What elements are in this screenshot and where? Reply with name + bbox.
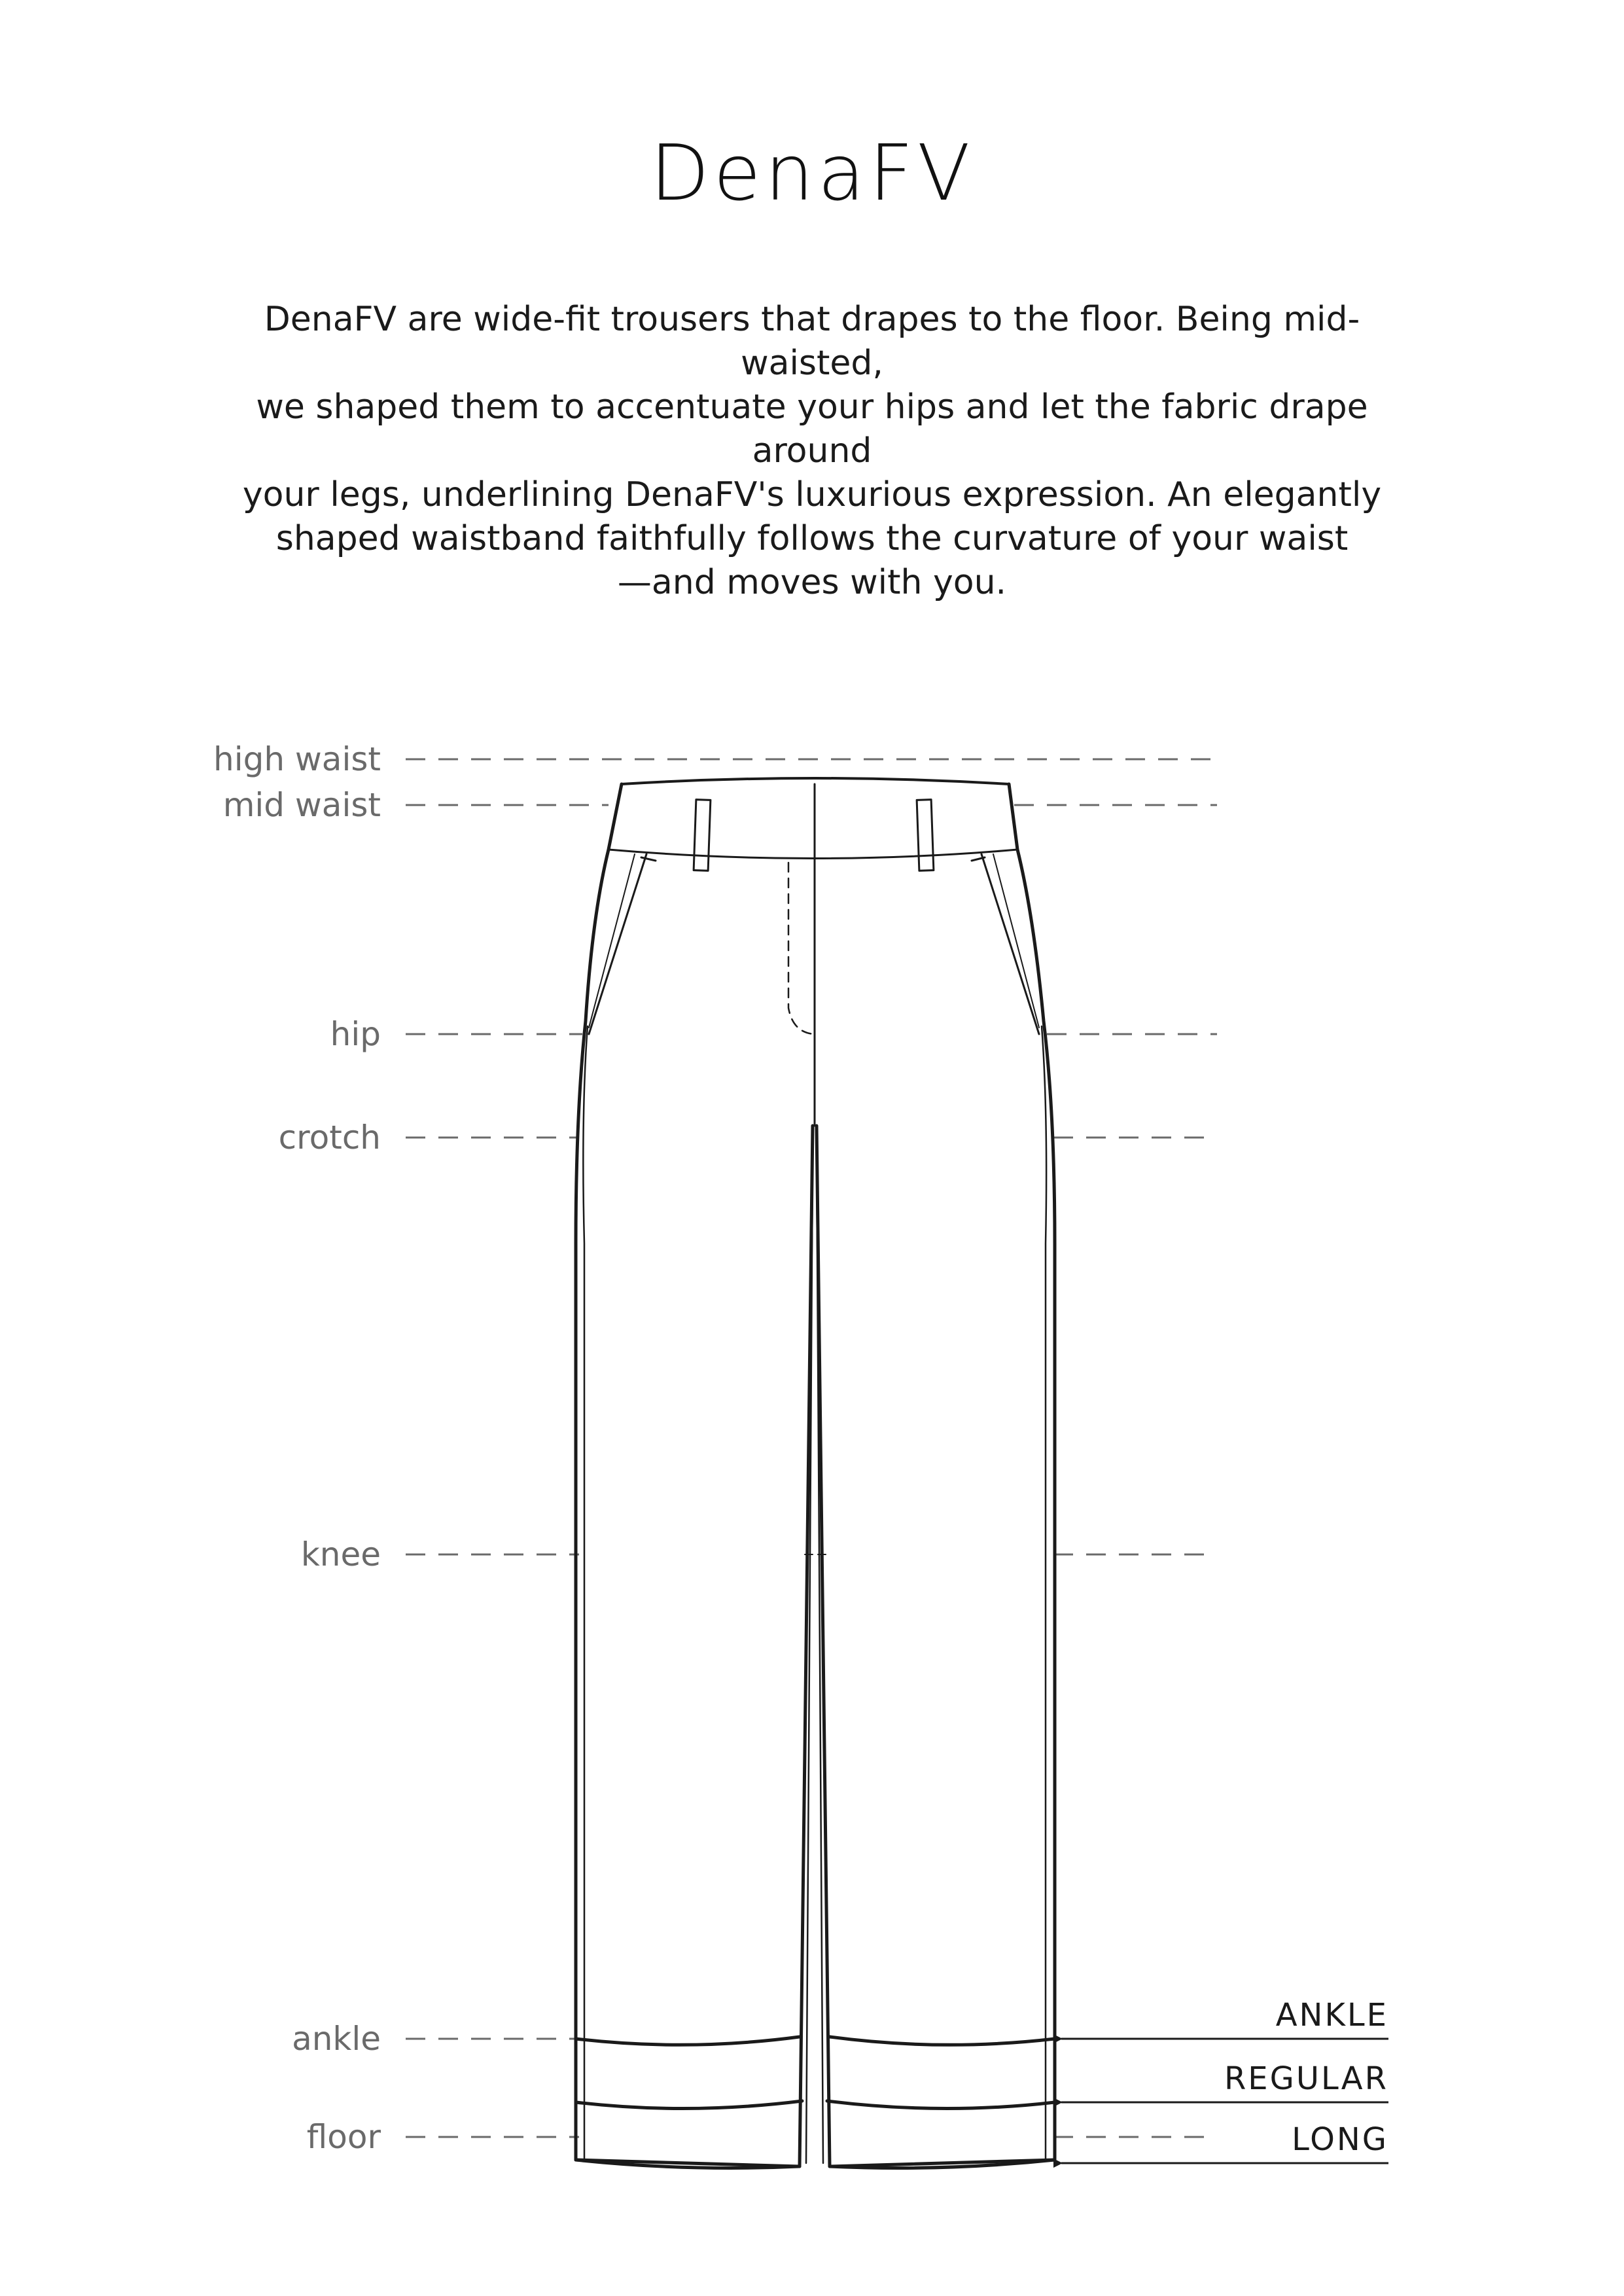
pocket-left-stitch bbox=[589, 854, 635, 1028]
hem-ankle-left bbox=[576, 2037, 800, 2045]
label-crotch: crotch bbox=[278, 1119, 381, 1157]
description-line: shaped waistband faithfully follows the curvature of your waist bbox=[275, 519, 1349, 558]
description-line: DenaFV are wide-fit trousers that drapes to the floor. Being mid-waisted, bbox=[264, 300, 1360, 383]
pocket-right bbox=[981, 854, 1039, 1034]
description-line: we shaped them to accentuate your hips and let the fabric drape around bbox=[256, 387, 1368, 471]
belt-loop-left bbox=[694, 800, 711, 871]
waistband-top bbox=[622, 778, 1009, 784]
label-hip: hip bbox=[330, 1015, 381, 1053]
side-seam-right bbox=[1042, 1026, 1046, 2160]
label-high-waist: high waist bbox=[213, 740, 381, 778]
description-line: —and moves with you. bbox=[617, 563, 1007, 602]
label-mid-waist: mid waist bbox=[222, 786, 381, 824]
length-label-regular: REGULAR bbox=[1224, 2060, 1388, 2097]
label-ankle: ankle bbox=[292, 2020, 381, 2058]
outline-left bbox=[576, 784, 813, 2166]
description-line: your legs, underlining DenaFV's luxurious expression. An elegantly bbox=[242, 475, 1382, 514]
belt-loop-right bbox=[917, 800, 934, 871]
length-label-long: LONG bbox=[1292, 2121, 1388, 2158]
hem-regular-right bbox=[827, 2101, 1055, 2109]
outline-right bbox=[817, 784, 1055, 2166]
waistband-bottom bbox=[609, 850, 1017, 859]
length-label-ankle: ANKLE bbox=[1275, 1997, 1388, 2034]
pocket-left-tack bbox=[641, 857, 656, 861]
page-title: DenaFV bbox=[650, 128, 974, 218]
label-floor: floor bbox=[306, 2118, 381, 2156]
trousers bbox=[576, 778, 1055, 2168]
side-seam-left bbox=[583, 1026, 588, 2160]
fly-stitching bbox=[788, 863, 815, 1034]
hem-ankle-right bbox=[830, 2037, 1055, 2045]
pocket-left bbox=[589, 854, 646, 1034]
pocket-right-stitch bbox=[993, 854, 1039, 1028]
hem-regular-left bbox=[576, 2101, 802, 2109]
label-knee: knee bbox=[300, 1535, 381, 1573]
